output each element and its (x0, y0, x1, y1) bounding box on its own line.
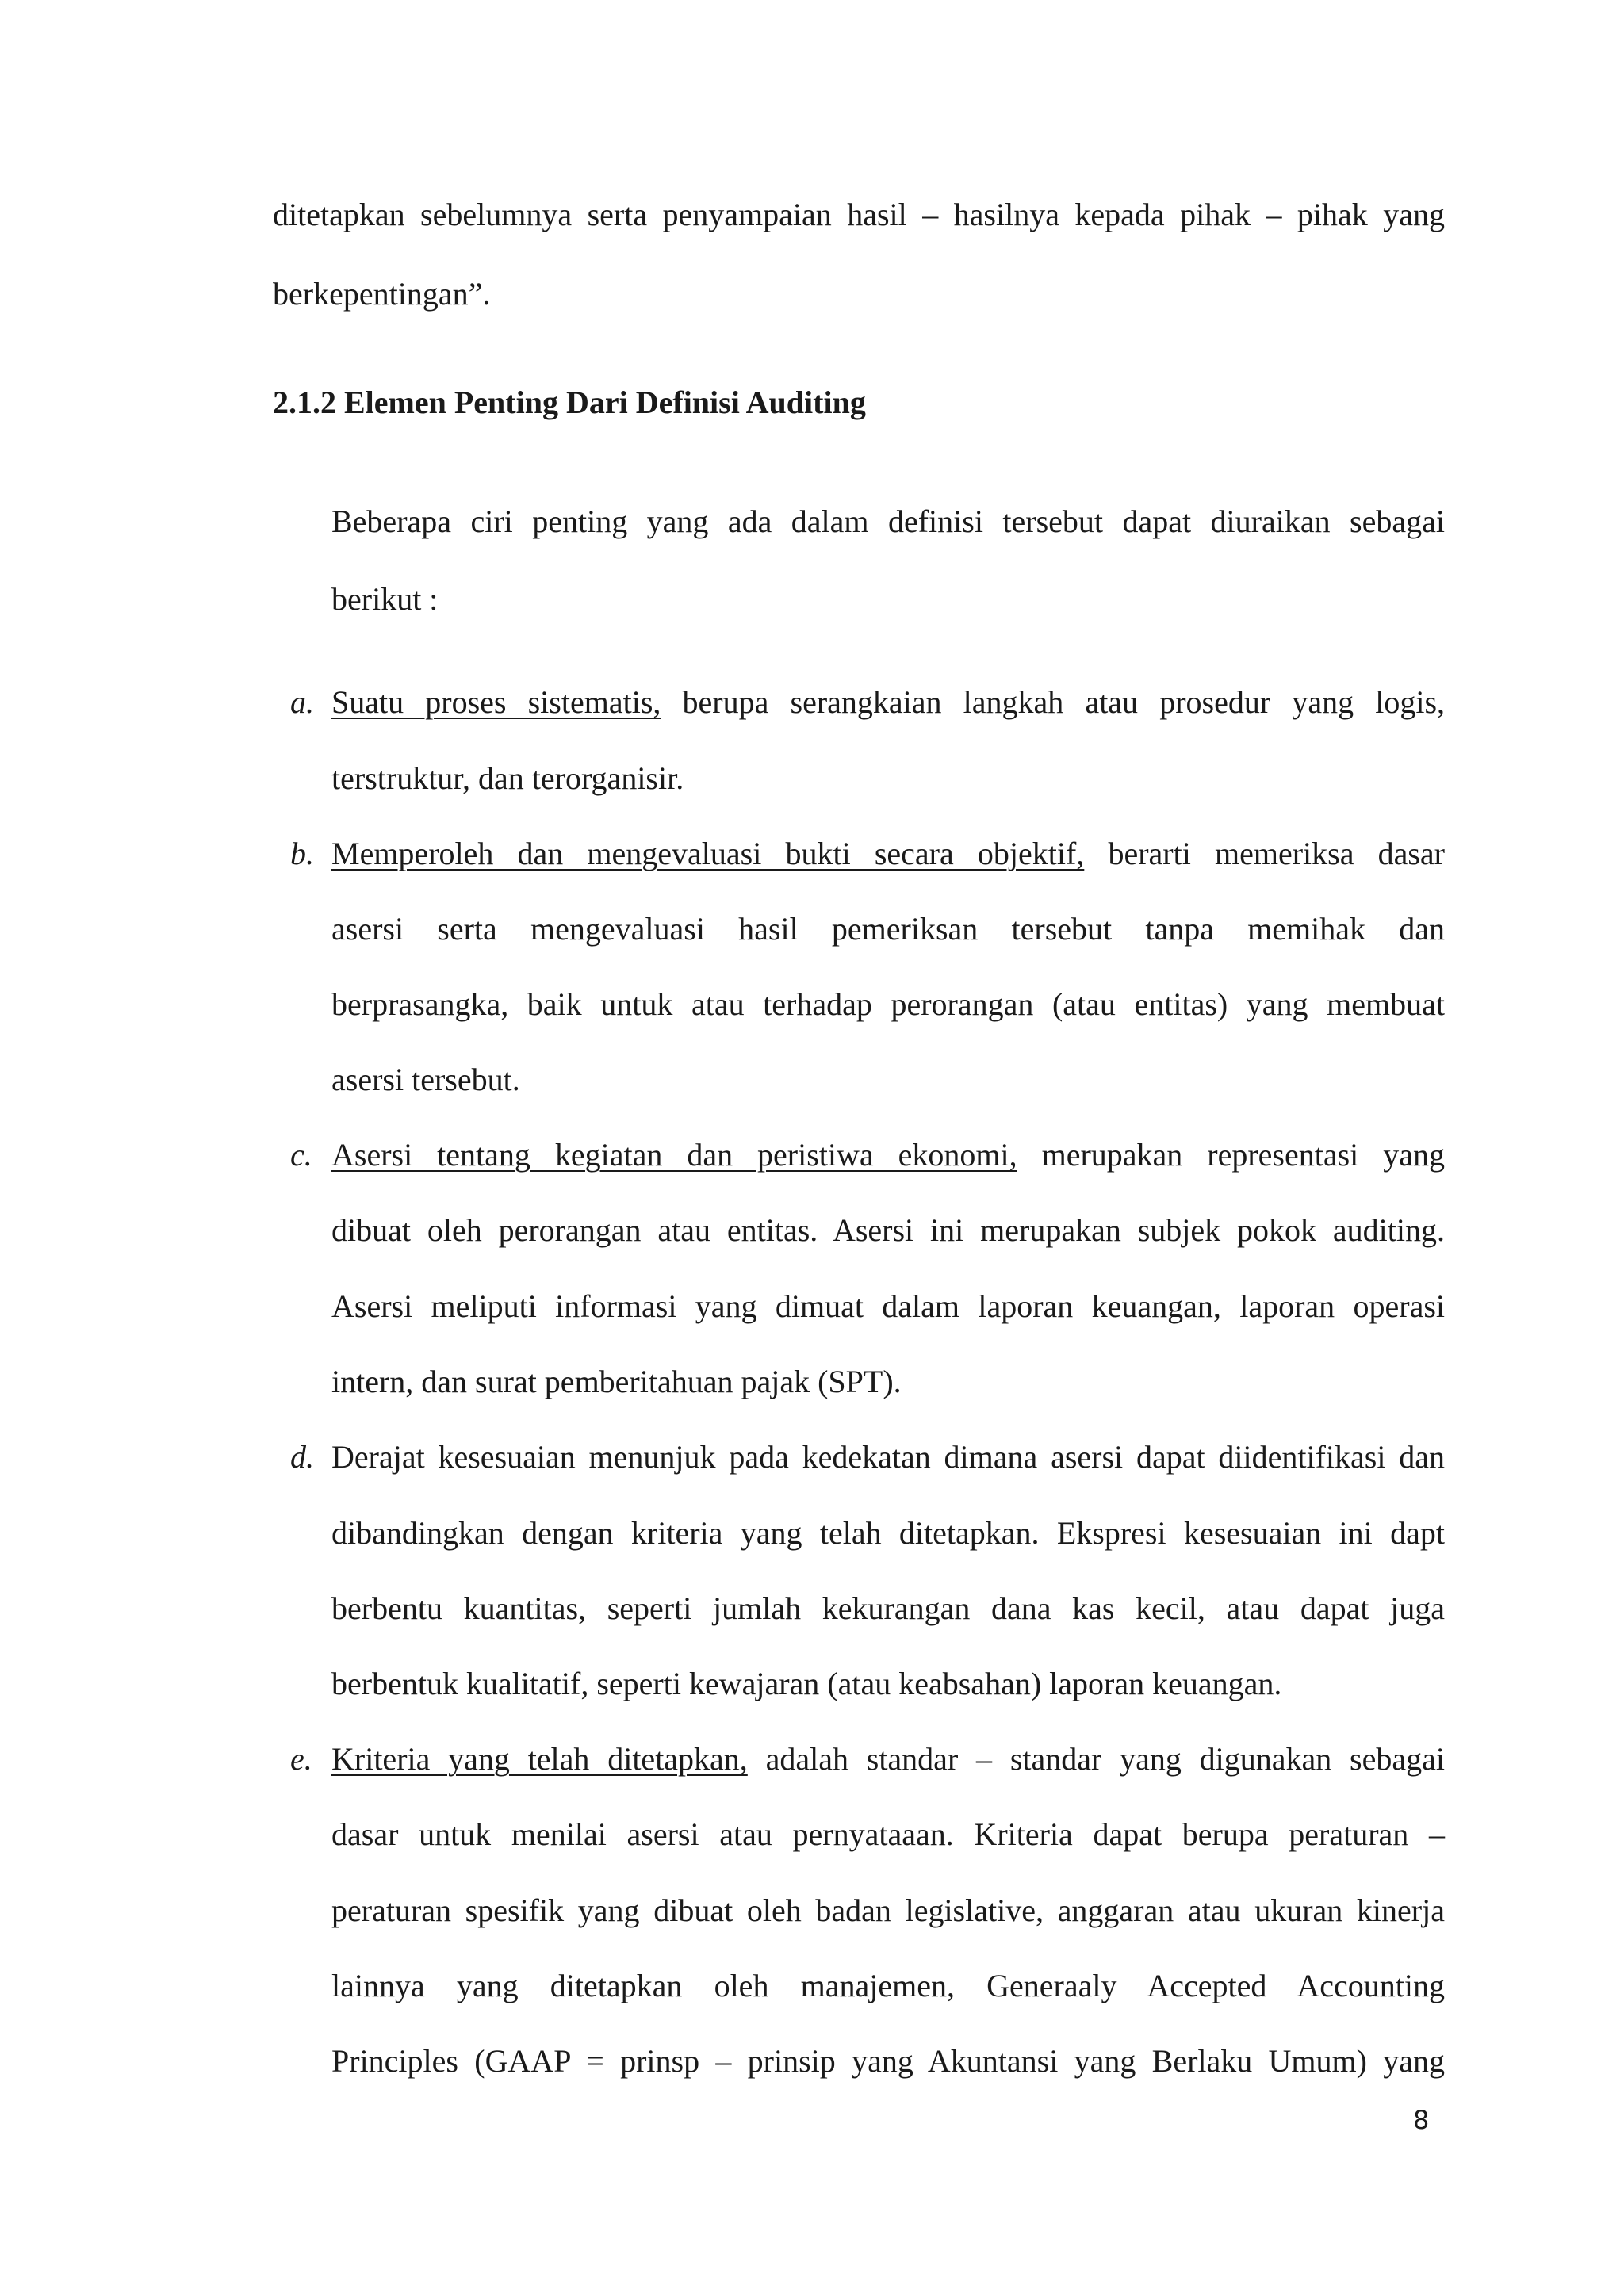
list-item-d-line-2: dibandingkan dengan kriteria yang telah ditetapkan. Ekspresi kesesuaian ini dapt (331, 1515, 1445, 1551)
item-a-text: berupa serangkaian langkah atau prosedur yang logis, (661, 684, 1446, 720)
list-marker-e: e. (290, 1741, 312, 1777)
list-item-d-line-3: berbentu kuantitas, seperti jumlah kekurangan dana kas kecil, atau dapat juga (331, 1590, 1445, 1626)
item-e-term: Kriteria yang telah ditetapkan, (331, 1741, 748, 1777)
lead-line-1: Beberapa ciri penting yang ada dalam definisi tersebut dapat diuraikan sebagai (331, 503, 1445, 539)
list-item-d-line-1: Derajat kesesuaian menunjuk pada kedekatan dimana asersi dapat diidentifikasi dan (331, 1439, 1445, 1475)
item-a-term: Suatu proses sistematis, (331, 684, 661, 720)
intro-line-1: ditetapkan sebelumnya serta penyampaian hasil – hasilnya kepada pihak – pihak yang (273, 197, 1445, 232)
list-item-c-line-4: intern, dan surat pemberitahuan pajak (SPT). (331, 1364, 902, 1399)
list-marker-b: b. (290, 836, 314, 871)
item-e-text: adalah standar – standar yang digunakan sebagai (747, 1741, 1445, 1777)
intro-line-2: berkepentingan”. (273, 276, 491, 312)
item-b-term: Memperoleh dan mengevaluasi bukti secara objektif, (331, 836, 1085, 871)
list-item-b-line-2: asersi serta mengevaluasi hasil pemeriksan tersebut tanpa memihak dan (331, 911, 1445, 947)
list-item-e-line-4: lainnya yang ditetapkan oleh manajemen, Generaaly Accepted Accounting (331, 1968, 1445, 2003)
list-item-b-line-3: berprasangka, baik untuk atau terhadap perorangan (atau entitas) yang membuat (331, 986, 1445, 1022)
section-heading: 2.1.2 Elemen Penting Dari Definisi Auditing (273, 385, 866, 420)
list-marker-a: a. (290, 684, 314, 720)
item-c-term: Asersi tentang kegiatan dan peristiwa ekonomi, (331, 1137, 1017, 1173)
lead-line-2: berikut : (331, 581, 439, 617)
list-item-d-line-4: berbentuk kualitatif, seperti kewajaran (atau keabsahan) laporan keuangan. (331, 1666, 1282, 1701)
list-item-c-line-3: Asersi meliputi informasi yang dimuat dalam laporan keuangan, laporan operasi (331, 1288, 1445, 1324)
list-item-c-line-2: dibuat oleh perorangan atau entitas. Asersi ini merupakan subjek pokok auditing. (331, 1212, 1445, 1248)
list-item-e-line-5: Principles (GAAP = prinsp – prinsip yang Akuntansi yang Berlaku Umum) yang (331, 2043, 1445, 2079)
list-item-e-line-1 (331, 1740, 1445, 1778)
list-item-a-line-1 (331, 683, 1445, 721)
item-b-text: berarti memeriksa dasar (1084, 836, 1445, 871)
list-item-a-line-2: terstruktur, dan terorganisir. (331, 760, 684, 796)
list-item-b-line-4: asersi tersebut. (331, 1062, 520, 1097)
list-marker-c: c. (290, 1137, 312, 1173)
list-marker-d: d. (290, 1439, 314, 1475)
list-item-e-line-3: peraturan spesifik yang dibuat oleh badan legislative, anggaran atau ukuran kinerja (331, 1892, 1445, 1928)
page-number: 8 (1413, 2105, 1430, 2135)
list-item-e-line-2: dasar untuk menilai asersi atau pernyataaan. Kriteria dapat berupa peraturan – (331, 1816, 1445, 1852)
list-item-c-line-1 (331, 1136, 1445, 1174)
list-item-b-line-1 (331, 835, 1445, 873)
item-c-text: merupakan representasi yang (1017, 1137, 1445, 1173)
